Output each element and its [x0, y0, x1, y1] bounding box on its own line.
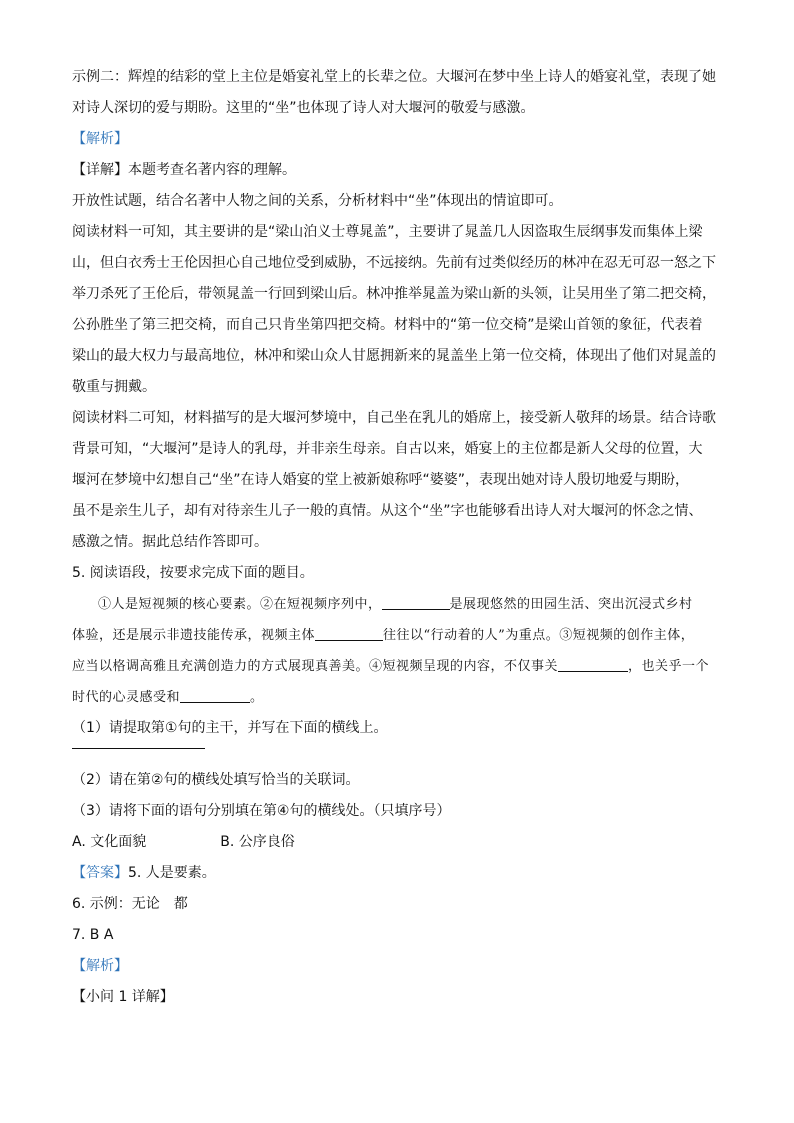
analysis-label-2: 【解析】 [72, 958, 128, 974]
blank-2 [315, 626, 383, 641]
material1-line-1: 阅读材料一可知，其主要讲的是“梁山泊义士尊晁盖”，主要讲了晁盖几人因盗取生辰纲事发而集体上梁 [72, 224, 703, 240]
passage-text: 应当以格调高雅且充满创造力的方式展现真善美。④短视频呈现的内容，不仅事关 [72, 659, 559, 674]
passage-text: 时代的心灵感受和 [72, 690, 181, 705]
detail-line: 【详解】本题考查名著内容的理解。 [72, 162, 296, 178]
blank-3 [558, 657, 628, 672]
document-page [72, 62, 727, 1013]
passage-text: 体验，还是展示非遗技能传承，视频主体 [72, 628, 316, 643]
material2-line-4: 虽不是亲生儿子，却有对待亲生儿子一般的真情。从这个“坐”字也能够看出诗人对大堰河的怀念之情、 [72, 503, 703, 519]
subquestion-1: （1）请提取第①句的主干，并写在下面的横线上。 [72, 720, 388, 736]
blank-1 [382, 595, 450, 610]
subquestion-3: （3）请将下面的语句分别填在第④句的横线处。（只填序号） [72, 803, 451, 819]
material1-line-2: 山，但白衣秀士王伦因担心自己地位受到威胁，不远接纳。先前有过类似经历的林冲在忍无可忍一怒之下 [72, 255, 716, 271]
material2-line-5: 感激之情。据此总结作答即可。 [72, 534, 268, 550]
passage-text: 是展现悠然的田园生活、突出沉浸式乡村 [449, 597, 693, 612]
passage-text: 。 [250, 690, 264, 705]
example2-line-2: 对诗人深切的爱与期盼。这里的“坐”也体现了诗人对大堰河的敬爱与感激。 [72, 100, 535, 116]
material1-line-6: 敬重与拥戴。 [72, 379, 156, 395]
passage-line-2 [72, 620, 727, 651]
material1-line-3: 举刀杀死了王伦后，带领晁盖一行回到梁山后。林冲推举晁盖为梁山新的头领，让吴用坐了第二把交椅， [72, 286, 716, 302]
passage-text: ，也关乎一个 [628, 659, 710, 674]
option-a: A. 文化面貌 [72, 834, 147, 850]
passage-line-4 [72, 682, 727, 713]
answer-blank-line [72, 748, 205, 749]
passage-line-3 [72, 651, 727, 682]
example2-line-1: 示例二：辉煌的结彩的堂上主位是婚宴礼堂上的长辈之位。大堰河在梦中坐上诗人的婚宴礼堂，表现了她 [72, 69, 716, 85]
options-row [72, 827, 727, 858]
blank-4 [180, 688, 250, 703]
material2-line-1: 阅读材料二可知，材料描写的是大堰河梦境中，自己坐在乳儿的婚席上，接受新人敬拜的场景。结合诗歌 [72, 410, 716, 426]
question-5-title: 5. 阅读语段，按要求完成下面的题目。 [72, 565, 314, 581]
material2-line-2: 背景可知，“大堰河”是诗人的乳母，并非亲生母亲。自古以来，婚宴上的主位都是新人父母的位置，大 [72, 441, 703, 457]
passage-line-1 [72, 589, 727, 620]
small-question-1-label: 【小问 1 详解】 [72, 989, 174, 1005]
answer-5: 5. 人是要素。 [128, 865, 216, 881]
open-question-line: 开放性试题，结合名著中人物之间的关系，分析材料中“坐”体现出的情谊即可。 [72, 193, 563, 209]
answer-7: 7. B A [72, 927, 114, 943]
answer-6: 6. 示例：无论 都 [72, 896, 188, 912]
passage-text: ①人是短视频的核心要素。②在短视频序列中， [98, 597, 382, 612]
answer-row [72, 858, 727, 889]
analysis-label: 【解析】 [72, 131, 128, 147]
material1-line-5: 梁山的最大权力与最高地位，林冲和梁山众人甘愿拥新来的晁盖坐上第一位交椅，体现出了他们对晁盖的 [72, 348, 716, 364]
material1-line-4: 公孙胜坐了第三把交椅，而自己只肯坐第四把交椅。材料中的“第一位交椅”是梁山首领的象征，代表着 [72, 317, 703, 333]
subquestion-2: （2）请在第②句的横线处填写恰当的关联词。 [72, 772, 360, 788]
passage-text: 往往以“行动着的人”为重点。③短视频的创作主体， [383, 628, 695, 643]
option-b: B. 公序良俗 [220, 834, 295, 850]
material2-line-3: 堰河在梦境中幻想自己“坐”在诗人婚宴的堂上被新娘称呼“婆婆”，表现出她对诗人殷切地爱与期盼， [72, 472, 690, 488]
answer-label: 【答案】 [72, 865, 128, 881]
